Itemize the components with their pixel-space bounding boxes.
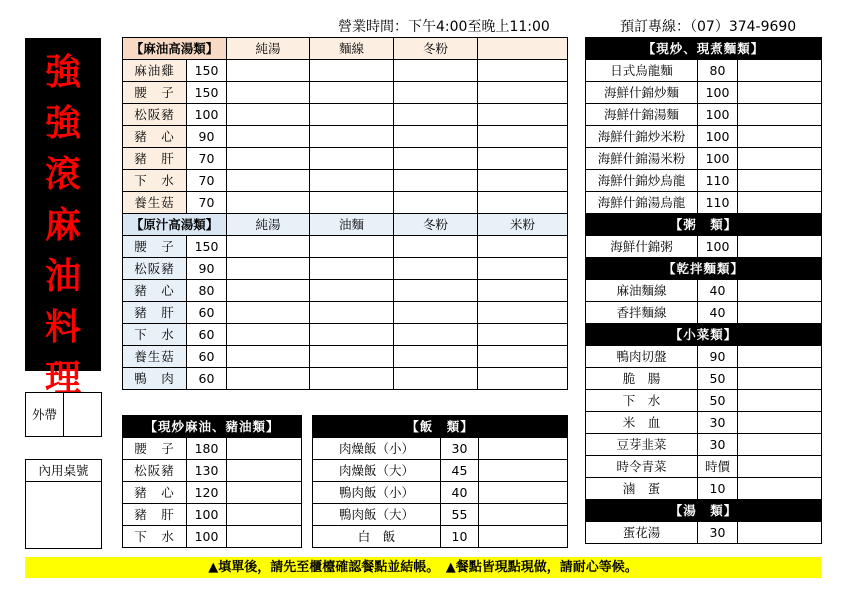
item-price: 110 — [698, 170, 738, 192]
qty-cell[interactable] — [479, 526, 568, 548]
item-name: 白 飯 — [313, 526, 441, 548]
table-row — [313, 460, 568, 482]
qty-cell[interactable] — [478, 236, 568, 258]
item-name: 松阪豬 — [123, 258, 187, 280]
item-name: 海鮮什錦湯米粉 — [586, 148, 698, 170]
table-number-label: 內用桌號 — [26, 460, 102, 482]
qty-cell[interactable] — [310, 236, 394, 258]
table-row — [586, 82, 822, 104]
item-price: 90 — [187, 258, 227, 280]
item-name: 香拌麵線 — [586, 302, 698, 324]
table-row — [123, 170, 568, 192]
item-name: 腰 子 — [123, 82, 187, 104]
table-row — [123, 236, 568, 258]
item-name: 下 水 — [586, 390, 698, 412]
item-price: 100 — [698, 126, 738, 148]
item-price: 100 — [187, 104, 227, 126]
table-row — [123, 280, 568, 302]
table-row — [586, 412, 822, 434]
qty-cell[interactable] — [310, 170, 394, 192]
item-price: 70 — [187, 170, 227, 192]
congee-section-title: 【粥 類】 — [586, 214, 822, 236]
table-row — [313, 482, 568, 504]
qty-cell[interactable] — [394, 82, 478, 104]
item-price: 50 — [698, 368, 738, 390]
qty-cell[interactable] — [227, 368, 310, 390]
table-row — [123, 460, 302, 482]
item-price: 30 — [698, 412, 738, 434]
table-row — [123, 346, 568, 368]
qty-cell[interactable] — [310, 368, 394, 390]
item-price: 70 — [187, 192, 227, 214]
col-header-empty — [478, 38, 568, 60]
qty-cell[interactable] — [394, 236, 478, 258]
table-row — [586, 346, 822, 368]
qty-cell[interactable] — [738, 126, 822, 148]
qty-cell[interactable] — [394, 170, 478, 192]
item-name: 鴨肉飯（小） — [313, 482, 441, 504]
noodle-section-title: 【現炒、現煮麵類】 — [586, 38, 822, 60]
table-row — [123, 82, 568, 104]
takeout-checkbox[interactable] — [64, 393, 102, 437]
col-header: 冬粉 — [394, 214, 478, 236]
item-price: 100 — [698, 104, 738, 126]
qty-cell[interactable] — [394, 192, 478, 214]
qty-cell[interactable] — [394, 148, 478, 170]
table-row — [123, 368, 568, 390]
qty-cell[interactable] — [479, 438, 568, 460]
dine-in-table-box — [25, 459, 102, 549]
item-name: 豬 肝 — [123, 504, 187, 526]
qty-cell[interactable] — [227, 460, 302, 482]
item-name: 豬 心 — [123, 280, 187, 302]
footer-notice-text: ▲填單後，請先至櫃檯確認餐點並結帳。 ▲餐點皆現點現做，請耐心等候。 — [208, 560, 638, 575]
item-name: 麻油雞 — [123, 60, 187, 82]
qty-cell[interactable] — [478, 60, 568, 82]
table-row — [123, 526, 302, 548]
item-price: 40 — [698, 280, 738, 302]
sesame-section-title: 【麻油高湯類】 — [123, 38, 227, 60]
qty-cell[interactable] — [738, 478, 822, 500]
qty-cell[interactable] — [394, 104, 478, 126]
stirfry-section-title: 【現炒麻油、豬油類】 — [123, 416, 302, 438]
qty-cell[interactable] — [227, 280, 310, 302]
table-row — [586, 478, 822, 500]
table-row — [123, 148, 568, 170]
rice-table — [312, 415, 568, 548]
takeout-label: 外帶 — [26, 393, 64, 437]
qty-cell[interactable] — [227, 236, 310, 258]
qty-cell[interactable] — [310, 346, 394, 368]
item-price: 100 — [187, 526, 227, 548]
qty-cell[interactable] — [394, 60, 478, 82]
qty-cell[interactable] — [227, 504, 302, 526]
qty-cell[interactable] — [738, 82, 822, 104]
item-name: 時令青菜 — [586, 456, 698, 478]
item-name: 日式烏龍麵 — [586, 60, 698, 82]
qty-cell[interactable] — [478, 368, 568, 390]
qty-cell[interactable] — [227, 302, 310, 324]
qty-cell[interactable] — [738, 302, 822, 324]
qty-cell[interactable] — [738, 346, 822, 368]
table-row — [123, 438, 302, 460]
item-price: 60 — [187, 346, 227, 368]
qty-cell[interactable] — [479, 460, 568, 482]
table-row — [123, 324, 568, 346]
table-row — [123, 126, 568, 148]
qty-cell[interactable] — [394, 368, 478, 390]
shop-name-char: 滾 — [44, 153, 81, 195]
item-name: 腰 子 — [123, 236, 187, 258]
qty-cell[interactable] — [227, 346, 310, 368]
item-name: 豬 心 — [123, 482, 187, 504]
item-name: 脆 腸 — [586, 368, 698, 390]
qty-cell[interactable] — [310, 258, 394, 280]
qty-cell[interactable] — [310, 60, 394, 82]
item-price: 40 — [441, 482, 479, 504]
item-price: 30 — [698, 434, 738, 456]
table-row — [123, 104, 568, 126]
item-name: 鴨 肉 — [123, 368, 187, 390]
soup-section-title: 【湯 類】 — [586, 500, 822, 522]
qty-cell[interactable] — [310, 280, 394, 302]
qty-cell[interactable] — [479, 482, 568, 504]
item-price: 150 — [187, 236, 227, 258]
item-price: 55 — [441, 504, 479, 526]
item-name: 麻油麵線 — [586, 280, 698, 302]
qty-cell[interactable] — [394, 302, 478, 324]
shop-name-char: 麻 — [44, 204, 81, 246]
shop-name-char: 強 — [44, 51, 81, 93]
qty-cell[interactable] — [738, 412, 822, 434]
item-price: 150 — [187, 82, 227, 104]
qty-cell[interactable] — [394, 258, 478, 280]
qty-cell[interactable] — [738, 522, 822, 544]
item-price: 150 — [187, 60, 227, 82]
item-price: 60 — [187, 324, 227, 346]
qty-cell[interactable] — [227, 148, 310, 170]
table-row — [586, 236, 822, 258]
item-name: 下 水 — [123, 170, 187, 192]
qty-cell[interactable] — [227, 482, 302, 504]
item-name: 養生菇 — [123, 192, 187, 214]
item-price: 110 — [698, 192, 738, 214]
item-price: 100 — [698, 148, 738, 170]
item-name: 鴨肉切盤 — [586, 346, 698, 368]
qty-cell[interactable] — [478, 170, 568, 192]
qty-cell[interactable] — [227, 526, 302, 548]
qty-cell[interactable] — [227, 324, 310, 346]
table-row — [123, 258, 568, 280]
item-price: 100 — [187, 504, 227, 526]
item-name: 松阪豬 — [123, 460, 187, 482]
col-header: 冬粉 — [394, 38, 478, 60]
item-name: 米 血 — [586, 412, 698, 434]
item-price: 80 — [698, 60, 738, 82]
side-dish-section-title: 【小菜類】 — [586, 324, 822, 346]
item-name: 豆芽韭菜 — [586, 434, 698, 456]
item-name: 肉燥飯（小） — [313, 438, 441, 460]
qty-cell[interactable] — [310, 302, 394, 324]
qty-cell[interactable] — [478, 258, 568, 280]
table-row — [586, 192, 822, 214]
qty-cell[interactable] — [227, 170, 310, 192]
qty-cell[interactable] — [227, 126, 310, 148]
qty-cell[interactable] — [478, 82, 568, 104]
stirfry-oil-table — [122, 415, 302, 548]
shop-name-char: 理 — [44, 357, 81, 399]
qty-cell[interactable] — [310, 192, 394, 214]
qty-cell[interactable] — [738, 60, 822, 82]
qty-cell[interactable] — [479, 504, 568, 526]
qty-cell[interactable] — [227, 258, 310, 280]
item-price: 45 — [441, 460, 479, 482]
item-price: 60 — [187, 302, 227, 324]
item-price: 180 — [187, 438, 227, 460]
qty-cell[interactable] — [227, 104, 310, 126]
item-price: 30 — [698, 522, 738, 544]
item-name: 蛋花湯 — [586, 522, 698, 544]
qty-cell[interactable] — [738, 390, 822, 412]
qty-cell[interactable] — [227, 438, 302, 460]
item-name: 滷 蛋 — [586, 478, 698, 500]
table-row — [313, 438, 568, 460]
table-row — [586, 280, 822, 302]
item-price: 130 — [187, 460, 227, 482]
item-price: 90 — [187, 126, 227, 148]
item-price: 30 — [441, 438, 479, 460]
qty-cell[interactable] — [738, 280, 822, 302]
shop-name-banner — [25, 38, 101, 399]
qty-cell[interactable] — [738, 148, 822, 170]
qty-cell[interactable] — [738, 192, 822, 214]
qty-cell[interactable] — [227, 192, 310, 214]
table-row — [586, 104, 822, 126]
broth-section-title: 【原汁高湯類】 — [123, 214, 227, 236]
qty-cell[interactable] — [738, 368, 822, 390]
qty-cell[interactable] — [310, 148, 394, 170]
item-name: 豬 心 — [123, 126, 187, 148]
qty-cell[interactable] — [310, 126, 394, 148]
table-number-field[interactable] — [26, 482, 102, 549]
table-row — [313, 526, 568, 548]
shop-name-char: 強 — [44, 102, 81, 144]
takeout-box — [25, 392, 102, 437]
table-row — [123, 482, 302, 504]
qty-cell[interactable] — [738, 236, 822, 258]
qty-cell[interactable] — [478, 346, 568, 368]
item-price: 70 — [187, 148, 227, 170]
item-price: 60 — [187, 368, 227, 390]
qty-cell[interactable] — [310, 104, 394, 126]
col-header: 麵線 — [310, 38, 394, 60]
item-name: 養生菇 — [123, 346, 187, 368]
item-price: 90 — [698, 346, 738, 368]
right-menu-table — [585, 37, 822, 544]
table-row — [586, 456, 822, 478]
qty-cell[interactable] — [738, 104, 822, 126]
item-name: 海鮮什錦炒烏龍 — [586, 170, 698, 192]
qty-cell[interactable] — [310, 324, 394, 346]
table-row — [586, 126, 822, 148]
sesame-broth-table — [122, 37, 568, 390]
qty-cell[interactable] — [478, 104, 568, 126]
reservation-phone: 預訂專線：（07）374-9690 — [620, 19, 797, 35]
rice-section-title: 【飯 類】 — [313, 416, 568, 438]
item-name: 下 水 — [123, 526, 187, 548]
item-price: 10 — [698, 478, 738, 500]
col-header: 米粉 — [478, 214, 568, 236]
qty-cell[interactable] — [738, 434, 822, 456]
table-row — [586, 302, 822, 324]
qty-cell[interactable] — [394, 280, 478, 302]
qty-cell[interactable] — [738, 170, 822, 192]
item-price: 50 — [698, 390, 738, 412]
table-row — [586, 170, 822, 192]
item-name: 肉燥飯（大） — [313, 460, 441, 482]
qty-cell[interactable] — [394, 324, 478, 346]
item-price: 100 — [698, 236, 738, 258]
table-row — [123, 504, 302, 526]
table-row — [123, 192, 568, 214]
table-row — [586, 368, 822, 390]
item-price: 10 — [441, 526, 479, 548]
qty-cell[interactable] — [394, 126, 478, 148]
item-name: 海鮮什錦炒米粉 — [586, 126, 698, 148]
item-price: 80 — [187, 280, 227, 302]
table-row — [313, 504, 568, 526]
footer-notice — [25, 557, 821, 578]
shop-name-char: 料 — [44, 306, 81, 348]
table-row — [586, 60, 822, 82]
qty-cell[interactable] — [478, 324, 568, 346]
qty-cell[interactable] — [478, 280, 568, 302]
qty-cell[interactable] — [394, 346, 478, 368]
item-name: 海鮮什錦粥 — [586, 236, 698, 258]
table-row — [123, 60, 568, 82]
table-row — [586, 148, 822, 170]
item-name: 豬 肝 — [123, 302, 187, 324]
item-name: 鴨肉飯（大） — [313, 504, 441, 526]
item-name: 海鮮什錦湯麵 — [586, 104, 698, 126]
col-header: 純湯 — [227, 38, 310, 60]
item-name: 海鮮什錦炒麵 — [586, 82, 698, 104]
qty-cell[interactable] — [478, 302, 568, 324]
item-price: 100 — [698, 82, 738, 104]
item-price: 120 — [187, 482, 227, 504]
item-name: 下 水 — [123, 324, 187, 346]
item-name: 腰 子 — [123, 438, 187, 460]
item-name: 松阪豬 — [123, 104, 187, 126]
item-name: 海鮮什錦湯烏龍 — [586, 192, 698, 214]
business-hours: 營業時間：下午4:00至晚上11:00 — [338, 19, 550, 35]
qty-cell[interactable] — [227, 82, 310, 104]
col-header: 純湯 — [227, 214, 310, 236]
item-price: 時價 — [698, 456, 738, 478]
table-row — [586, 522, 822, 544]
qty-cell[interactable] — [478, 192, 568, 214]
item-price: 40 — [698, 302, 738, 324]
table-row — [586, 390, 822, 412]
item-name: 豬 肝 — [123, 148, 187, 170]
table-row — [586, 434, 822, 456]
table-row — [123, 302, 568, 324]
qty-cell[interactable] — [478, 148, 568, 170]
qty-cell[interactable] — [310, 82, 394, 104]
col-header: 油麵 — [310, 214, 394, 236]
qty-cell[interactable] — [227, 60, 310, 82]
qty-cell[interactable] — [738, 456, 822, 478]
qty-cell[interactable] — [478, 126, 568, 148]
shop-name-char: 油 — [44, 255, 81, 297]
dry-noodle-section-title: 【乾拌麵類】 — [586, 258, 822, 280]
